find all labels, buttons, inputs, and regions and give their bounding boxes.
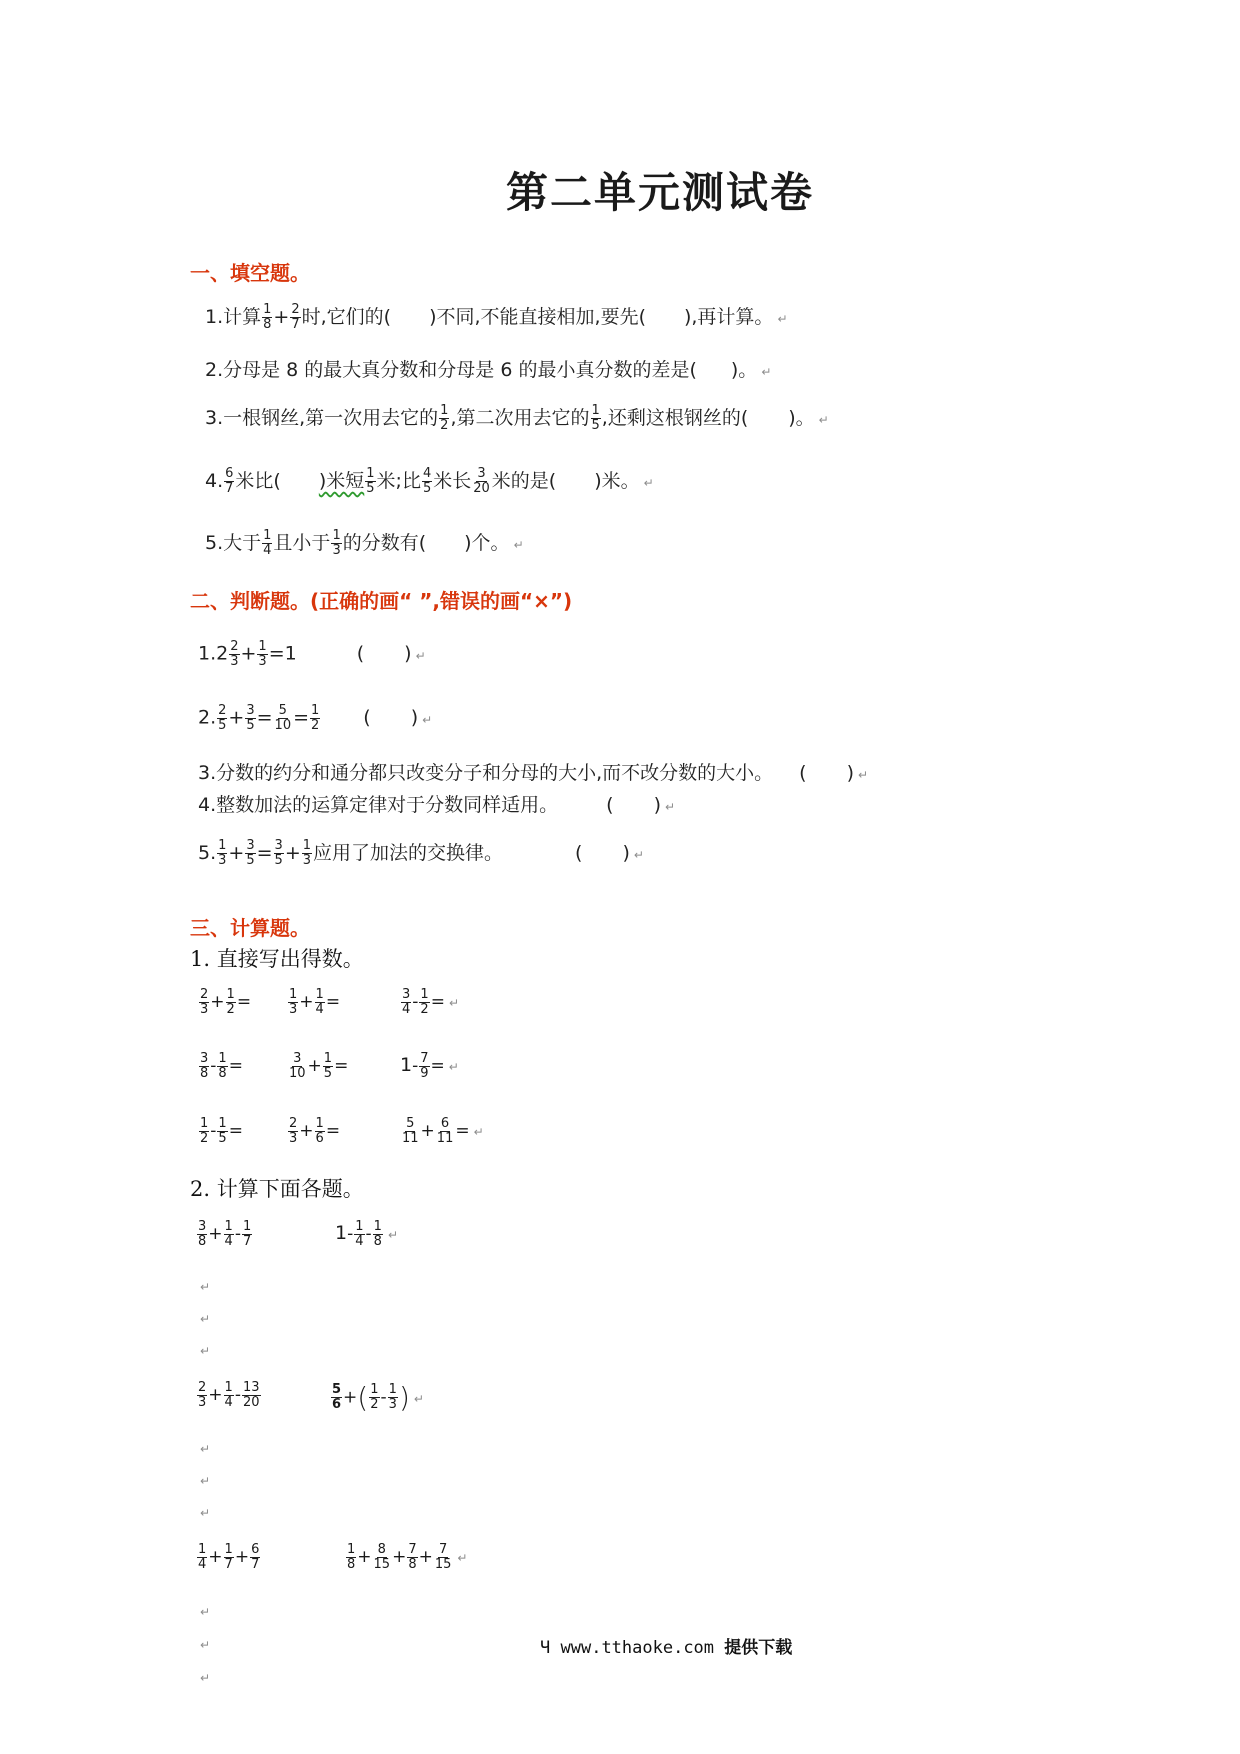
section-heading-fill-blank: 一、填空题。 — [190, 261, 310, 285]
answer-bracket-close: ) — [622, 842, 630, 864]
fraction: $\frac{1}{3}$ — [302, 838, 312, 868]
calc-item: $\frac{3}{10}$ + $\frac{1}{5}$ = — [289, 1051, 349, 1081]
expression-4: $\frac{5}{6}$ +( $\frac{1}{2}$ - $\frac{1}{3}$ ) ↵ — [332, 1381, 424, 1414]
paragraph-mark: ↵ — [415, 648, 426, 663]
question-1-4: 4. $\frac{6}{7}$ 米比( )米短 $\frac{1}{5}$ 米;比 $\frac{4}{5}$ 米长 $\frac{3}{20}$ 米的是( )米。 ↵ — [205, 466, 654, 496]
paragraph-mark: ↵ — [858, 768, 869, 782]
paragraph-mark: ↵ — [513, 538, 524, 552]
fraction: $\frac{1}{2}$ — [440, 403, 449, 433]
fraction: $\frac{1}{3}$ — [218, 838, 227, 868]
question-1-1: 1.计算 $\frac{1}{8}$ + $\frac{2}{7}$ 时,它们的( )不同,不能直接相加,要先( ),再计算。 ↵ — [205, 302, 788, 332]
expression-6: $\frac{1}{8}$ + $\frac{8}{15}$ + $\frac{7}{8}$ + $\frac{7}{15}$ ↵ — [347, 1542, 468, 1572]
question-2-2: 2. $\frac{2}{5}$ + $\frac{3}{5}$ = $\frac{5}{10}$ = $\frac{1}{2}$ ( ) ↵ — [198, 703, 433, 733]
expression-3: $\frac{2}{3}$ + $\frac{1}{4}$ - $\frac{13}{20}$ — [198, 1380, 260, 1410]
paragraph-mark: ↵ — [422, 712, 433, 727]
paragraph-mark: ↵ — [200, 1671, 211, 1685]
calc-item: $\frac{3}{4}$ - $\frac{1}{2}$ = ↵ — [402, 987, 460, 1017]
fraction: $\frac{3}{5}$ — [246, 838, 255, 868]
footer-url[interactable]: www.tthaoke.com — [560, 1638, 715, 1658]
expression-2: 1- $\frac{1}{4}$ - $\frac{1}{8}$ ↵ — [335, 1219, 398, 1249]
question-1-2: 2.分母是 8 的最大真分数和分母是 6 的最小真分数的差是( )。 ↵ — [205, 359, 772, 381]
paragraph-mark: ↵ — [200, 1280, 211, 1294]
paragraph-mark: ↵ — [664, 800, 676, 814]
answer-bracket-close: ) — [653, 794, 661, 816]
question-1-5: 5.大于 $\frac{1}{4}$ 且小于 $\frac{1}{3}$ 的分数有( )个。 ↵ — [205, 528, 524, 558]
fraction: $\frac{1}{3}$ — [258, 639, 267, 669]
answer-bracket-close: ) — [404, 642, 412, 665]
page-title: 第二单元测试卷 — [505, 168, 814, 217]
paragraph-mark: ↵ — [200, 1605, 211, 1619]
paragraph-mark: ↵ — [200, 1638, 211, 1652]
question-2-5: 5. $\frac{1}{3}$ + $\frac{3}{5}$ = $\frac{3}{5}$ + $\frac{1}{3}$ 应用了加法的交换律。 ( ) ↵ — [198, 838, 644, 868]
calc-item: $\frac{5}{11}$ + $\frac{6}{11}$ = ↵ — [402, 1116, 484, 1146]
paragraph-mark: ↵ — [200, 1312, 211, 1326]
calc-item: $\frac{2}{3}$ + $\frac{1}{6}$ = — [289, 1116, 341, 1146]
paragraph-mark: ↵ — [761, 365, 772, 379]
fraction: $\frac{2}{5}$ — [218, 703, 227, 733]
paragraph-mark: ↵ — [200, 1344, 211, 1358]
calc-item: $\frac{3}{8}$ - $\frac{1}{8}$ = — [200, 1051, 243, 1081]
section-heading-true-false: 二、判断题。(正确的画“ ”,错误的画“×”) — [190, 589, 573, 613]
question-2-4: 4.整数加法的运算定律对于分数同样适用。 ( ) ↵ — [198, 794, 676, 816]
fraction: $\frac{5}{10}$ — [274, 703, 292, 733]
answer-bracket-close: ) — [846, 762, 855, 784]
fraction: $\frac{6}{7}$ — [225, 466, 234, 496]
calc-item: $\frac{2}{3}$ + $\frac{1}{2}$ = — [200, 987, 252, 1017]
question-2-1: 1.2 $\frac{2}{3}$ + $\frac{1}{3}$ =1 ( ) ↵ — [198, 639, 426, 669]
fraction: $\frac{1}{8}$ — [263, 302, 272, 332]
calc-item: $\frac{1}{2}$ - $\frac{1}{5}$ = — [200, 1116, 243, 1146]
fraction: $\frac{1}{5}$ — [366, 466, 375, 496]
section-heading-calculation: 三、计算题。 — [190, 916, 310, 940]
answer-bracket-open: ( — [356, 642, 365, 665]
question-1-3: 3.一根钢丝,第一次用去它的 $\frac{1}{2}$ ,第二次用去它的 $\frac{1}{5}$ ,还剩这根钢丝的( )。 ↵ — [205, 403, 829, 433]
answer-bracket-open: ( — [363, 706, 371, 729]
answer-bracket-open: ( — [799, 762, 807, 784]
answer-bracket-open: ( — [606, 794, 614, 816]
fraction: $\frac{2}{3}$ — [230, 639, 239, 669]
paragraph-mark: ↵ — [777, 312, 788, 326]
sub-heading-direct-answer: 1. 直接写出得数。 — [190, 947, 364, 971]
footer-source: Ч www.tthaoke.com 提供下载 — [540, 1638, 793, 1658]
question-2-3: 3.分数的约分和通分都只改变分子和分母的大小,而不改分数的大小。 ( ) ↵ — [198, 762, 869, 784]
fraction: $\frac{1}{4}$ — [263, 528, 272, 558]
answer-bracket-close: ) — [410, 706, 419, 729]
fraction: $\frac{3}{20}$ — [473, 466, 490, 496]
fraction: $\frac{4}{5}$ — [422, 466, 432, 496]
paragraph-mark: ↵ — [643, 476, 654, 490]
fraction: $\frac{3}{5}$ — [246, 703, 255, 733]
fraction: $\frac{1}{5}$ — [591, 403, 600, 433]
sub-heading-compute: 2. 计算下面各题。 — [190, 1177, 364, 1201]
calc-item: 1- $\frac{7}{9}$ = ↵ — [400, 1051, 459, 1081]
answer-bracket-open: ( — [575, 842, 583, 864]
expression-1: $\frac{3}{8}$ + $\frac{1}{4}$ - $\frac{1}{7}$ — [198, 1219, 252, 1249]
paragraph-mark: ↵ — [633, 848, 644, 862]
calc-item: $\frac{1}{3}$ + $\frac{1}{4}$ = — [289, 987, 341, 1017]
fraction: $\frac{3}{5}$ — [274, 838, 283, 868]
fraction: $\frac{1}{2}$ — [311, 703, 320, 733]
fraction: $\frac{1}{3}$ — [332, 528, 341, 558]
paragraph-mark: ↵ — [200, 1442, 211, 1456]
expression-5: $\frac{1}{4}$ + $\frac{1}{7}$ + $\frac{6}{7}$ — [198, 1542, 260, 1572]
paragraph-mark: ↵ — [200, 1474, 211, 1488]
paragraph-mark: ↵ — [200, 1506, 211, 1520]
paragraph-mark: ↵ — [818, 413, 829, 427]
fraction: $\frac{2}{7}$ — [291, 302, 300, 332]
